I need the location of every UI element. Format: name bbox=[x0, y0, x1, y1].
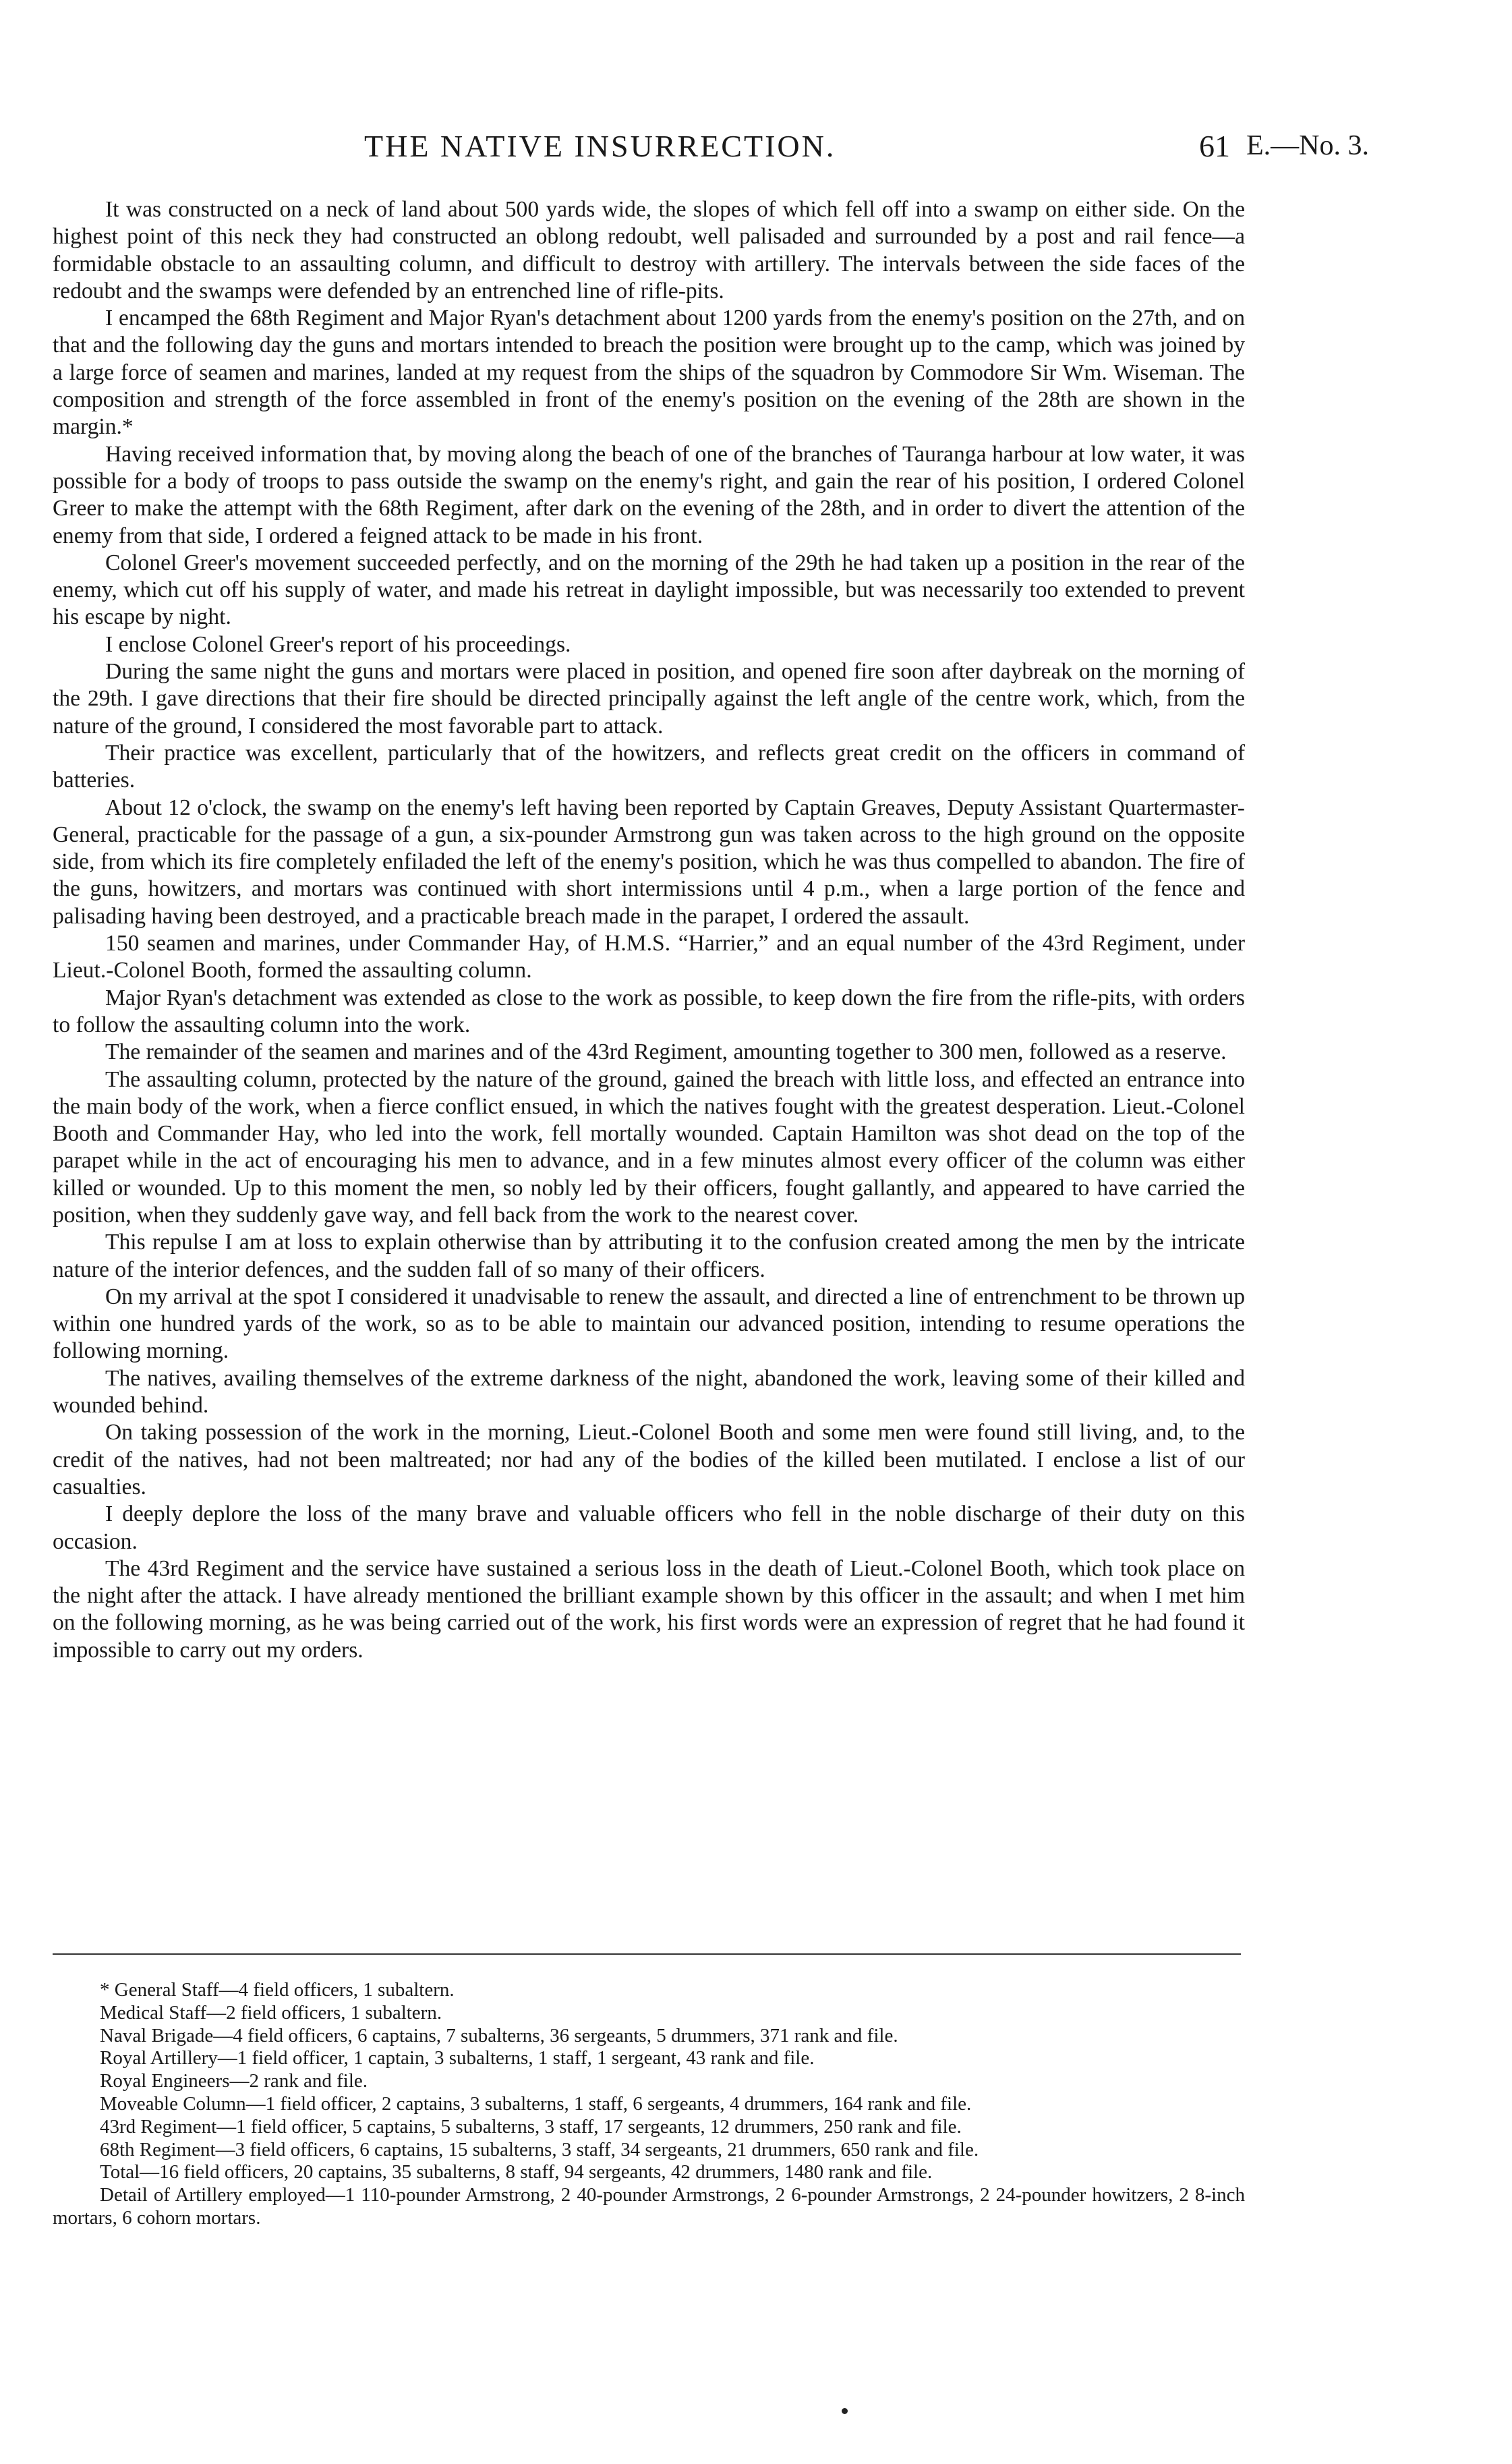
paragraph: Having received information that, by moving along the beach of one of the branches of Tauranga harbour at low water, it was possible for a body of troops to pass outside the swamp on the enemy's right, and gain the rear of his position, I ordered Colonel Greer to make the attempt with the 68th Regiment, after dark on the evening of the 28th, and in order to divert the attention of the enemy from that side, I ordered a feigned attack to be made in his front. bbox=[53, 441, 1245, 548]
footnote-line: Medical Staff—2 field officers, 1 subaltern. bbox=[100, 2001, 442, 2024]
printer-mark bbox=[842, 2408, 848, 2414]
paragraph: Their practice was excellent, particularly that of the howitzers, and reflects great credit on the officers in command of batteries. bbox=[53, 740, 1245, 793]
footnote-line: Total—16 field officers, 20 captains, 35 subalterns, 8 staff, 94 sergeants, 42 drummers, 1480 rank and file. bbox=[100, 2161, 933, 2183]
footnote-line: 43rd Regiment—1 field officer, 5 captains, 5 subalterns, 3 staff, 17 sergeants, 12 drummers, 250 rank and file. bbox=[100, 2115, 962, 2138]
footnote-divider bbox=[53, 1953, 1241, 1955]
page-header bbox=[0, 128, 1512, 175]
page-title: THE NATIVE INSURRECTION. bbox=[364, 129, 836, 163]
document-reference: E.—No. 3. bbox=[1246, 130, 1369, 161]
paragraph: I enclose Colonel Greer's report of his proceedings. bbox=[105, 631, 571, 657]
paragraph: Major Ryan's detachment was extended as close to the work as possible, to keep down the fire from the rifle-pits, with orders to follow the assaulting column into the work. bbox=[53, 985, 1245, 1037]
paragraph: Colonel Greer's movement succeeded perfectly, and on the morning of the 29th he had taken up a position in the rear of the enemy, which cut off his supply of water, and made his retreat in daylight impossible, but was necessarily too extended to prevent his escape by night. bbox=[53, 550, 1245, 630]
paragraph: The 43rd Regiment and the service have sustained a serious loss in the death of Lieut.-Colonel Booth, which took place on the night after the attack. I have already mentioned the brilliant example shown by this officer in the assault; and when I met him on the following morning, as he was being carried out of the work, his first words were an expression of regret that he had found it impossible to carry out my orders. bbox=[53, 1555, 1245, 1663]
paragraph: On my arrival at the spot I considered it unadvisable to renew the assault, and directed a line of entrenchment to be thrown up within one hundred yards of the work, so as to be able to maintain our advanced position, intending to resume operations the following morning. bbox=[53, 1284, 1245, 1364]
paragraph: The natives, availing themselves of the extreme darkness of the night, abandoned the work, leaving some of their killed and wounded behind. bbox=[53, 1365, 1245, 1419]
paragraph: About 12 o'clock, the swamp on the enemy's left having been reported by Captain Greaves, Deputy Assistant Quartermaster-General, practicable for the passage of a gun, a six-pounder Armstrong gun was taken across to the high ground on the opposite side, from which its fire completely enfiladed the left of the enemy's position, which he was thus compelled to abandon. The fire of the guns, howitzers, and mortars was continued with short intermissions until 4 p.m., when a large portion of the fence and palisading having been destroyed, and a practicable breach made in the parapet, I ordered the assault. bbox=[53, 795, 1245, 929]
footnote-artillery-detail: Detail of Artillery employed—1 110-pounder Armstrong, 2 40-pounder Armstrongs, 2 6-pounder Armstrongs, 2 24-pounder howitzers, 2 8-inch mortars, 6 cohorn mortars. bbox=[53, 2184, 1245, 2229]
paragraph: I deeply deplore the loss of the many brave and valuable officers who fell in the noble discharge of their duty on this occasion. bbox=[53, 1501, 1245, 1554]
footnote-line: Naval Brigade—4 field officers, 6 captains, 7 subalterns, 36 sergeants, 5 drummers, 371 rank and file. bbox=[100, 2024, 898, 2046]
footnote-line: Moveable Column—1 field officer, 2 captains, 3 subalterns, 1 staff, 6 sergeants, 4 drummers, 164 rank and file. bbox=[100, 2092, 972, 2115]
page-number: 61 bbox=[1199, 129, 1230, 163]
paragraph: This repulse I am at loss to explain otherwise than by attributing it to the confusion created among the men by the intricate nature of the interior defences, and the sudden fall of so many of their officers. bbox=[53, 1230, 1245, 1282]
paragraph: During the same night the guns and mortars were placed in position, and opened fire soon after daybreak on the morning of the 29th. I gave directions that their fire should be directed principally against the left angle of the centre work, which, from the nature of the ground, I considered the most favorable part to attack. bbox=[53, 659, 1245, 739]
footnote bbox=[53, 1979, 1245, 2230]
footnote-line: Royal Artillery—1 field officer, 1 captain, 3 subalterns, 1 staff, 1 sergeant, 43 rank and file. bbox=[100, 2047, 815, 2069]
footnote-line: 68th Regiment—3 field officers, 6 captains, 15 subalterns, 3 staff, 34 sergeants, 21 drummers, 650 rank and file. bbox=[100, 2138, 979, 2160]
paragraph: On taking possession of the work in the morning, Lieut.-Colonel Booth and some men were found still living, and, to the credit of the natives, had not been maltreated; nor had any of the bodies of the killed been mutilated. I enclose a list of our casualties. bbox=[53, 1420, 1245, 1499]
paragraph: It was constructed on a neck of land about 500 yards wide, the slopes of which fell off into a swamp on either side. On the highest point of this neck they had constructed an oblong redoubt, well palisaded and surrounded by a post and rail fence—a formidable obstacle to an assaulting column, and difficult to destroy with artillery. The intervals between the side faces of the redoubt and the swamps were defended by an entrenched line of rifle-pits. bbox=[53, 197, 1245, 304]
footnote-line: * General Staff—4 field officers, 1 subaltern. bbox=[100, 1979, 455, 2001]
paragraph: The remainder of the seamen and marines and of the 43rd Regiment, amounting together to 300 men, followed as a reserve. bbox=[105, 1039, 1227, 1065]
paragraph: The assaulting column, protected by the nature of the ground, gained the breach with little loss, and effected an entrance into the main body of the work, when a fierce conflict ensued, in which the natives fought with the greatest desperation. Lieut.-Colonel Booth and Commander Hay, who led into the work, fell mortally wounded. Captain Hamilton was shot dead on the top of the parapet while in the act of encouraging his men to advance, and in a few minutes almost every officer of the column was either killed or wounded. Up to this moment the men, so nobly led by their officers, fought gallantly, and appeared to have carried the position, when they suddenly gave way, and fell back from the work to the nearest cover. bbox=[53, 1066, 1245, 1228]
body-text bbox=[53, 196, 1245, 1664]
footnote-line: Royal Engineers—2 rank and file. bbox=[100, 2070, 368, 2092]
paragraph: 150 seamen and marines, under Commander Hay, of H.M.S. “Harrier,” and an equal number of the 43rd Regiment, under Lieut.-Colonel Booth, formed the assaulting column. bbox=[53, 931, 1245, 983]
paragraph: I encamped the 68th Regiment and Major Ryan's detachment about 1200 yards from the enemy's position on the 27th, and on that and the following day the guns and mortars intended to breach the position were brought up to the camp, which was joined by a large force of seamen and marines, landed at my request from the ships of the squadron by Commodore Sir Wm. Wiseman. The composition and strength of the force assembled in front of the enemy's position on the evening of the 28th are shown in the margin.* bbox=[53, 306, 1245, 440]
